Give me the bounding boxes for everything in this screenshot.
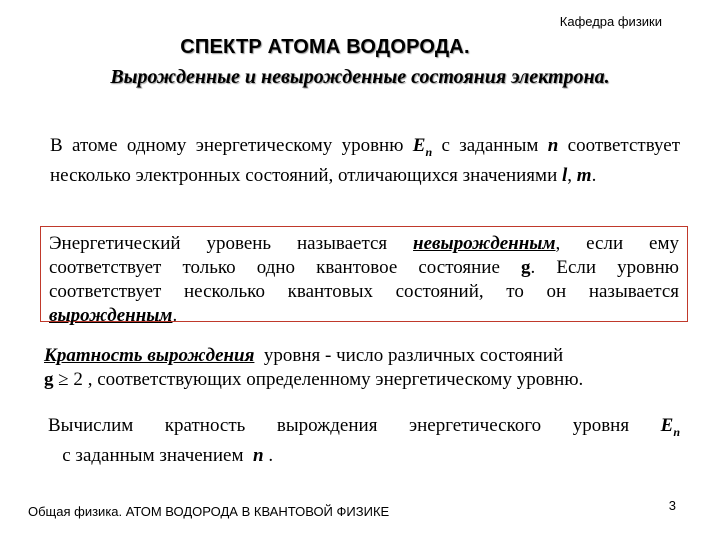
def-end: .: [172, 305, 178, 326]
p3-text-b: , соответствующих определенному энергетическому уровню.: [82, 369, 584, 390]
def-text-a: Энергетический уровень называется: [49, 233, 414, 254]
p3-text-a: уровня - число различных состояний: [254, 345, 564, 366]
p4-n-symbol: n: [252, 444, 264, 466]
g-symbol: g: [521, 257, 531, 278]
paragraph-compute: [48, 414, 680, 468]
definition-box: [40, 226, 688, 326]
page-number: 3: [668, 498, 676, 513]
paragraph-degeneracy: [44, 344, 684, 392]
p4-text-b: с заданным значением: [48, 444, 253, 466]
p1-text-b: с заданным: [432, 135, 548, 156]
def-text-b: , если ему соответствует только одно квантовое состояние: [49, 233, 679, 278]
p1-end: .: [591, 164, 597, 186]
footer-course: Общая физика. АТОМ ВОДОРОДА В КВАНТОВОЙ ФИЗИКЕ: [28, 504, 390, 519]
term-nondegenerate: невырожденным: [413, 233, 556, 254]
p3-inequality: ≥ 2: [53, 369, 83, 390]
term-degenerate: вырожденным: [49, 305, 173, 326]
page-subtitle: Вырожденные и невырожденные состояния электрона.: [110, 66, 610, 88]
p4-end: .: [263, 444, 274, 466]
page-title: СПЕКТР АТОМА ВОДОРОДА.: [180, 36, 470, 58]
p1-comma: ,: [567, 164, 577, 186]
l-symbol: l: [562, 164, 568, 186]
n-symbol: n: [547, 135, 559, 156]
p4-text-a: Вычислим кратность вырождения энергетического уровня: [48, 415, 661, 436]
definition-text: [49, 232, 679, 328]
energy-symbol: $E_n$: [412, 135, 433, 159]
p1-text-c: соответствует несколько электронных состояний, отличающихся значениями: [50, 135, 681, 186]
paragraph-energy-levels: [50, 134, 680, 188]
p3-g-symbol: g: [44, 369, 54, 390]
m-symbol: m: [576, 164, 592, 186]
def-text-c: . Если уровню соответствует несколько квантовых состояний, то он называется: [49, 257, 679, 302]
term-degeneracy-multiplicity: Кратность вырождения: [44, 345, 255, 366]
p4-energy-symbol: $E_n$: [660, 415, 680, 439]
department-label: Кафедра физики: [559, 14, 662, 29]
p1-text-a: В атоме одному энергетическому уровню: [50, 135, 413, 156]
